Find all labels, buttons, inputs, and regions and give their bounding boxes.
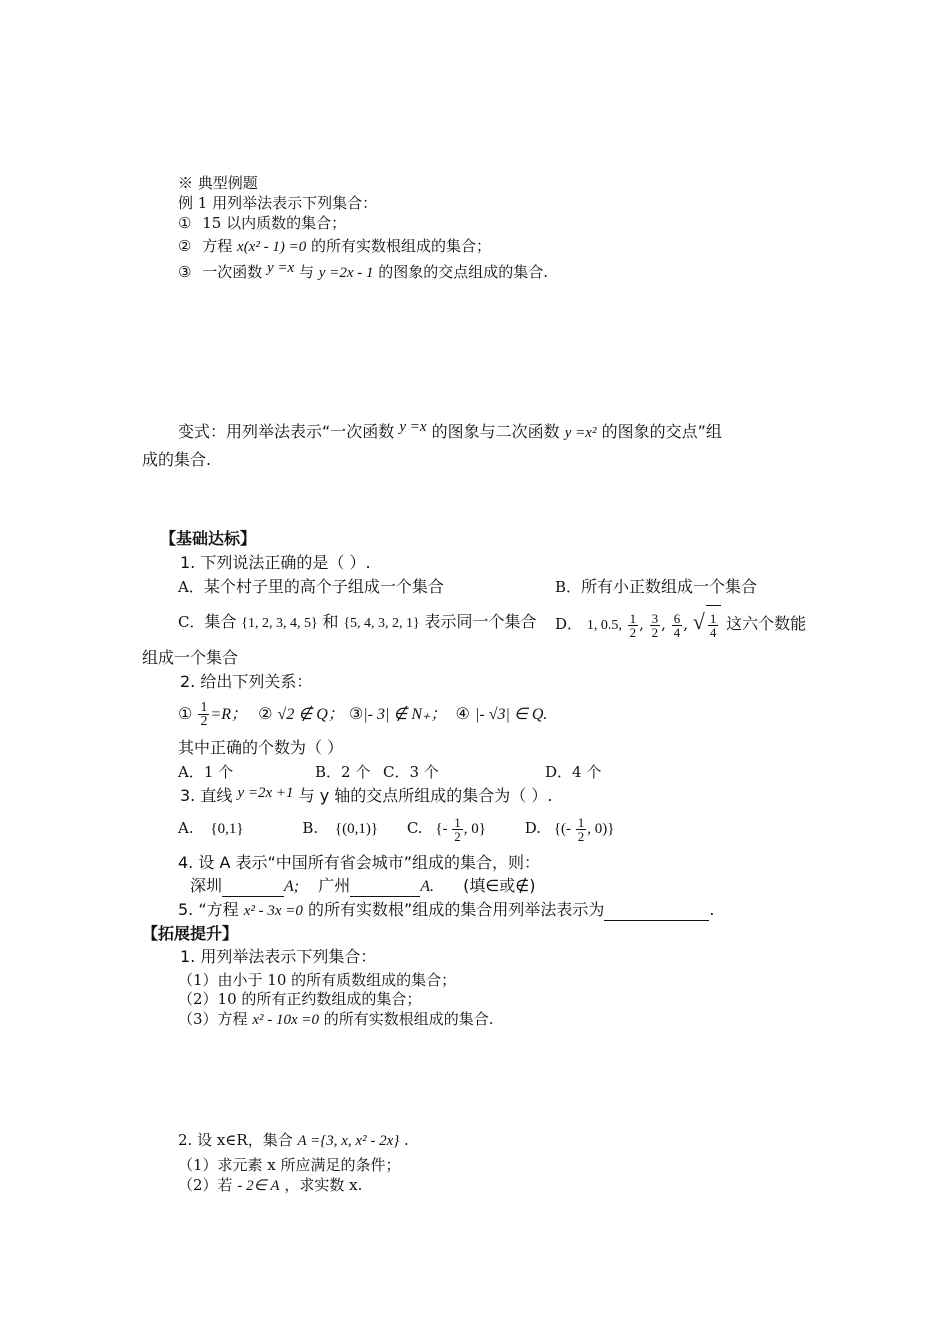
ext-q2-stem	[178, 1130, 409, 1151]
fraction-one-half: $\frac{1}{2}$	[200, 700, 208, 729]
q1-option-d-cont: 组成一个集合	[142, 648, 239, 667]
item-pre: （2）若	[178, 1176, 233, 1194]
extension-section-title: 【拓展提升】	[142, 924, 239, 943]
option-mid: 和	[322, 612, 339, 631]
fraction-six-fourths: $\frac{6}{4}$	[673, 610, 681, 640]
shenzhen-label: 深圳	[190, 876, 223, 895]
ext-q1-item-1: （1）由小于 10 的所有质数组成的集合；	[178, 971, 457, 989]
option-post: 表示同一个集合	[424, 612, 537, 631]
q3-option-a-label: A.	[178, 819, 194, 837]
q2-option-d: D．4 个	[545, 763, 602, 781]
option-post: 这六个数能	[726, 614, 807, 633]
q3-option-c-value: {- $\frac{1}{2}$ , 0}	[435, 815, 486, 845]
blank-field[interactable]	[350, 880, 420, 897]
q5-end: .	[709, 900, 715, 919]
q1-option-d: D． 1, 0.5, $\frac{1}{2}$ , $\frac{3}{2}$ , $\frac{6}{4}$ , √ $\frac{1}{4}$ 这六个数能	[555, 604, 806, 644]
option-label: D．	[555, 615, 583, 633]
q5-post: 的所有实数根”组成的集合用列举法表示为	[308, 900, 605, 919]
relation-marker-3: ③	[348, 704, 364, 723]
option-label: B．	[555, 578, 582, 596]
q2-ask: 其中正确的个数为（ ）	[178, 738, 344, 757]
q5-stem	[178, 900, 714, 921]
guangzhou-label: 广州	[318, 876, 351, 895]
variant-text-3: 的图象的交点”组	[601, 422, 722, 441]
q3-option-d-value: {(- $\frac{1}{2}$ , 0)}	[553, 815, 615, 845]
radical-sign-icon: √	[692, 609, 705, 634]
set-1: {1, 2, 3, 4, 5}	[241, 616, 318, 631]
blank-field[interactable]	[222, 880, 284, 897]
stem-pre: 2. 设 x∈R，集合	[178, 1131, 293, 1149]
ext-q2-item-1: （1）求元素 x 所应满足的条件；	[178, 1156, 401, 1174]
ext-q1-stem: 1. 用列举法表示下列集合：	[180, 947, 377, 966]
item-post: ，求实数 x.	[284, 1176, 363, 1194]
relation-4: |- √3| ∈ Q.	[474, 706, 548, 723]
q2-option-c: C．3 个	[383, 763, 439, 781]
equation: x(x² - 1) =0	[237, 239, 307, 255]
example-item-3	[178, 262, 548, 283]
q3-pre: 3. 直线	[180, 786, 233, 805]
q3-option-b-value: {(0,1)}	[334, 821, 379, 837]
q4-blanks	[190, 876, 535, 897]
set-a: A;	[284, 878, 300, 895]
option-pre: 集合	[204, 612, 237, 631]
item-pre: 方程	[202, 237, 233, 255]
line-equation: y =2x +1	[237, 785, 294, 801]
example-prompt: 例 1 用列举法表示下列集合：	[178, 194, 378, 212]
item-pre: （3）方程	[178, 1010, 248, 1028]
q3-option-d-label: D.	[524, 819, 542, 837]
q1-option-b	[555, 577, 757, 597]
q4-stem: 4. 设 A 表示“中国所有省会城市”组成的集合，则：	[178, 853, 541, 872]
ext-q1-item-3	[178, 1009, 494, 1030]
q2-option-a: A．1 个	[178, 763, 234, 781]
function-2: y =2x - 1	[318, 265, 374, 281]
membership: - 2∈ A	[237, 1178, 280, 1194]
relation-marker-4: ④	[455, 704, 470, 723]
fraction-one-half: $\frac{1}{2}$	[629, 610, 637, 640]
q1-option-c	[178, 612, 537, 634]
fill-hint: (填∈或∉)	[463, 876, 536, 895]
q2-stem: 2. 给出下列关系：	[180, 672, 313, 691]
example-item-1	[178, 213, 346, 233]
number-list: 1, 0.5,	[586, 618, 622, 633]
example-item-2	[178, 236, 491, 257]
q2-option-b: B．2 个	[315, 763, 371, 781]
item-marker: ③	[178, 263, 192, 281]
option-text: 所有小正数组成一个集合	[581, 577, 758, 596]
item-marker: ②	[178, 237, 192, 255]
q3-option-c-label: C.	[406, 819, 423, 837]
ext-q1-item-2: （2）10 的所有正约数组成的集合；	[178, 990, 422, 1008]
option-label: A．	[178, 578, 204, 596]
variant-function-2: y =x²	[564, 425, 597, 441]
item-pre: 一次函数	[202, 263, 263, 281]
q3-option-b-label: B.	[302, 819, 319, 837]
fraction-three-halves: $\frac{3}{2}$	[651, 610, 659, 640]
variant-line-1	[178, 419, 722, 443]
q5-equation: x² - 3x =0	[243, 903, 303, 919]
function-1: y =x	[267, 260, 295, 276]
item-post: 的所有实数根组成的集合.	[323, 1010, 494, 1028]
option-label: C．	[178, 613, 205, 631]
item-post: 的所有实数根组成的集合；	[310, 237, 491, 255]
set-a: A.	[420, 878, 435, 895]
q3-options	[178, 810, 614, 847]
q3-stem	[180, 786, 552, 807]
variant-function-1: y =x	[399, 419, 427, 435]
q1-option-a	[178, 577, 444, 597]
q2-relations	[178, 697, 547, 732]
stem-post: .	[404, 1131, 409, 1149]
q3-option-a-value: {0,1}	[210, 821, 244, 837]
variant-line-2: 成的集合.	[142, 450, 212, 469]
variant-text-1: 变式：用列举法表示“一次函数	[178, 422, 395, 441]
q5-pre: 5. “方程	[178, 900, 239, 919]
basic-section-title: 【基础达标】	[160, 529, 257, 548]
relation-marker-2: ②	[258, 704, 273, 723]
item-marker: ①	[178, 214, 192, 232]
relation-1: =R；	[210, 706, 248, 723]
ext-q2-item-2	[178, 1175, 362, 1196]
item-mid: 与	[299, 263, 315, 281]
q1-stem: 1. 下列说法正确的是（ ）.	[180, 553, 371, 572]
equation: x² - 10x =0	[252, 1012, 320, 1028]
relation-3: |- 3| ∉ N₊；	[363, 706, 447, 723]
set-definition: A ={3, x, x² - 2x}	[297, 1133, 400, 1149]
item-text: 15 以内质数的集合；	[202, 214, 347, 232]
option-text: 某个村子里的高个子组成一个集合	[203, 577, 444, 596]
item-post: 的图象的交点组成的集合.	[378, 263, 549, 281]
set-2: {5, 4, 3, 2, 1}	[343, 616, 420, 631]
q3-post: 与 y 轴的交点所组成的集合为（ ）.	[298, 786, 553, 805]
example-header: ※ 典型例题	[178, 174, 258, 192]
relation-marker-1: ①	[178, 704, 193, 723]
relation-2: √2 ∉ Q；	[277, 706, 344, 723]
variant-text-2: 的图象与二次函数	[431, 422, 560, 441]
blank-field[interactable]	[604, 904, 709, 921]
sqrt-one-fourth: $\frac{1}{4}$	[706, 605, 722, 642]
